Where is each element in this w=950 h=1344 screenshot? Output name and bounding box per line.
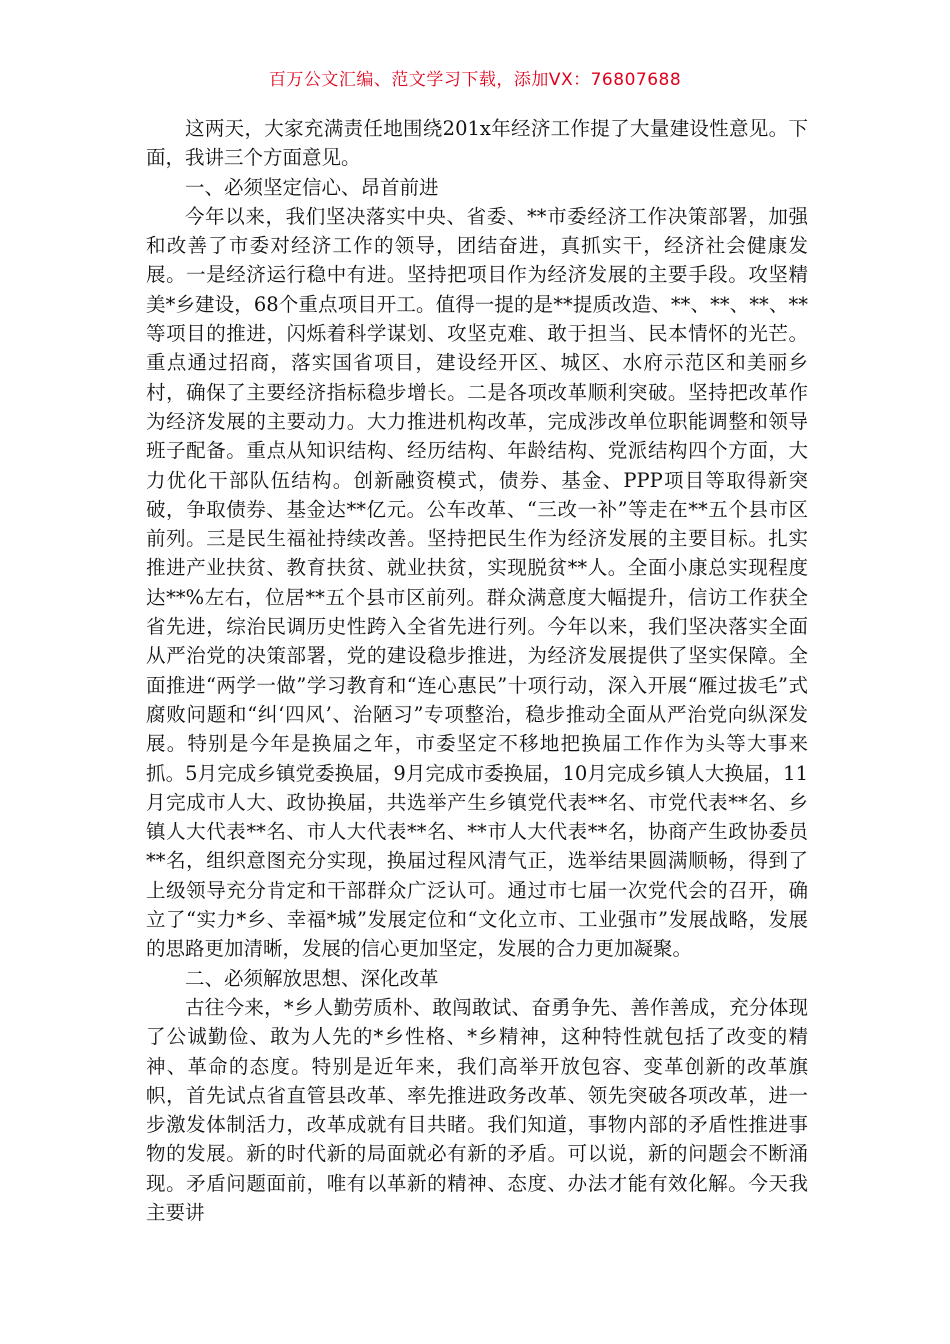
section-1-paragraph: 今年以来，我们坚决落实中央、省委、**市委经济工作决策部署，加强和改善了市委对经济工作的领导，团结奋进，真抓实干，经济社会健康发展。一是经济运行稳中有进。坚持把项目作为经济发展的主要手段。攻坚精美*乡建设，68个重点项目开工。值得一提的是**提质改造、**、**、**、**等项目的推进，闪烁着科学谋划、攻坚克难、敢于担当、民本情怀的光芒。重点通过招商，落实国省项目，建设经开区、城区、水府示范区和美丽乡村，确保了主要经济指标稳步增长。二是各项改革顺利突破。坚持把改革作为经济发展的主要动力。大力推进机构改革，完成涉改单位职能调整和领导班子配备。重点从知识结构、经历结构、年龄结构、党派结构四个方面，大力优化干部队伍结构。创新融资模式，债券、基金、PPP项目等取得新突破，争取债券、基金达**亿元。公车改革、“三改一补”等走在**五个县市区前列。三是民生福祉持续改善。坚持把民生作为经济发展的主要目标。扎实推进产业扶贫、教育扶贫、就业扶贫，实现脱贫**人。全面小康总实现程度达**%左右，位居**五个县市区前列。群众满意度大幅提升，信访工作获全省先进，综治民调历史性跨入全省先进行列。今年以来，我们坚决落实全面从严治党的决策部署，党的建设稳步推进，为经济发展提供了坚实保障。全面推进“两学一做”学习教育和“连心惠民”十项行动，深入开展“雁过拔毛”式腐败问题和“纠‘四风’、治陋习”专项整治，稳步推动全面从严治党向纵深发展。特别是今年是换届之年，市委坚定不移地把换届工作作为头等大事来抓。5月完成乡镇党委换届，9月完成市委换届，10月完成乡镇人大换届，11月完成市人大、政协换届，共选举产生乡镇党代表**名、市党代表**名、乡镇人大代表**名、市人大代表**名、**市人大代表**名，协商产生政协委员**名，组织意图充分实现，换届过程风清气正，选举结果圆满顺畅，得到了上级领导充分肯定和干部群众广泛认可。通过市七届一次党代会的召开，确立了“实力*乡、幸福*城”发展定位和“文化立市、工业强市”发展战略，发展的思路更加清晰，发展的信心更加坚定，发展的合力更加凝聚。 [146,204,808,961]
download-banner: 百万公文汇编、范文学习下载，添加VX：76807688 [268,70,682,90]
section-heading-1: 一、必须坚定信心、昂首前进 [185,175,439,199]
document-body [146,114,808,1227]
section-2-paragraph: 古往今来，*乡人勤劳质朴、敢闯敢试、奋勇争先、善作善成，充分体现了公诚勤俭、敢为人先的*乡性格、*乡精神，这种特性就包括了改变的精神、革命的态度。特别是近年来，我们高举开放包容、变革创新的改革旗帜，首先试点省直管县改革、率先推进政务改革、领先突破各项改革，进一步激发体制活力，改革成就有目共睹。我们知道，事物内部的矛盾性推进事物的发展。新的时代新的局面就必有新的矛盾。可以说，新的问题会不断涌现。矛盾问题面前，唯有以革新的精神、态度、办法才能有效化解。今天我主要讲 [146,995,808,1224]
intro-paragraph: 这两天，大家充满责任地围绕201x年经济工作提了大量建设性意见。下面，我讲三个方面意见。 [146,117,808,170]
section-heading-2: 二、必须解放思想、深化改革 [185,966,439,990]
